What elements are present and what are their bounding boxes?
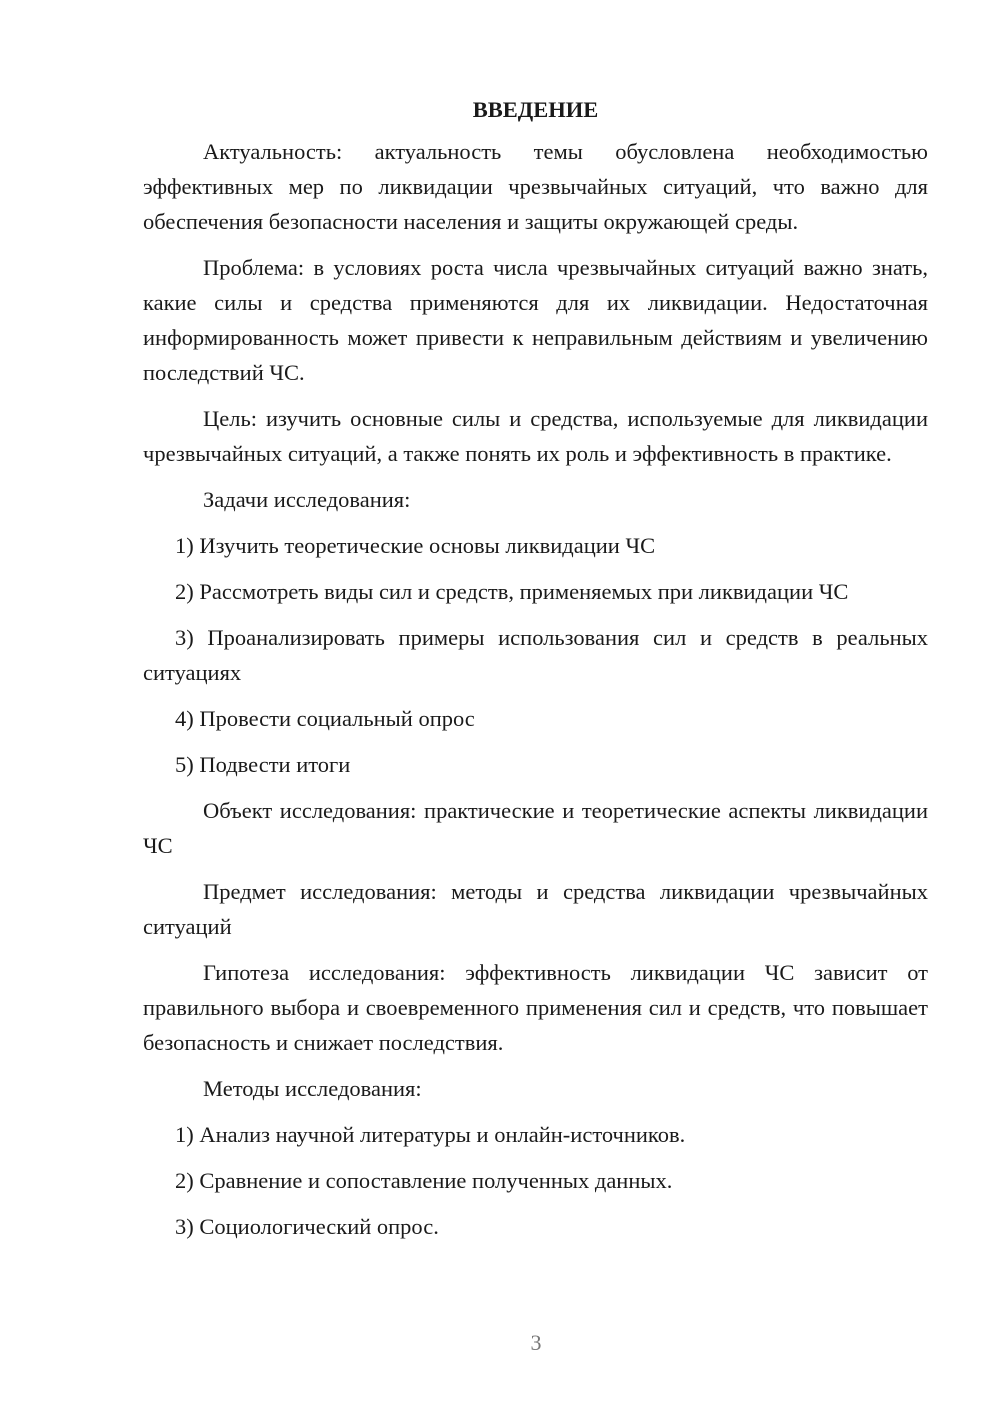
method-item: 1) Анализ научной литературы и онлайн-источников. bbox=[175, 1122, 686, 1147]
page-title: ВВЕДЕНИЕ bbox=[472, 97, 599, 122]
task-item: 5) Подвести итоги bbox=[175, 752, 351, 777]
task-item: 1) Изучить теоретические основы ликвидации ЧС bbox=[175, 533, 656, 558]
task-item: 3) Проанализировать примеры использования сил и средств в реальных ситуациях bbox=[143, 625, 928, 685]
relevance-paragraph: Актуальность: актуальность темы обусловлена необходимостью эффективных мер по ликвидации чрезвычайных ситуаций, что важно для обеспечения безопасности населения и защиты окружающей среды. bbox=[143, 139, 928, 234]
task-item: 4) Провести социальный опрос bbox=[175, 706, 475, 731]
task-item: 2) Рассмотреть виды сил и средств, применяемых при ликвидации ЧС bbox=[175, 579, 849, 604]
page-content bbox=[143, 92, 928, 1255]
problem-paragraph: Проблема: в условиях роста числа чрезвычайных ситуаций важно знать, какие силы и средства применяются для их ликвидации. Недостаточная информированность может привести к неправильным действиям и увеличению последствий ЧС. bbox=[143, 255, 928, 385]
hypothesis-paragraph: Гипотеза исследования: эффективность ликвидации ЧС зависит от правильного выбора и своевременного применения сил и средств, что повышает безопасность и снижает последствия. bbox=[143, 960, 928, 1055]
object-paragraph: Объект исследования: практические и теоретические аспекты ликвидации ЧС bbox=[143, 798, 928, 858]
method-item: 3) Социологический опрос. bbox=[175, 1214, 439, 1239]
subject-paragraph: Предмет исследования: методы и средства ликвидации чрезвычайных ситуаций bbox=[143, 879, 928, 939]
page-number: 3 bbox=[530, 1330, 542, 1355]
method-item: 2) Сравнение и сопоставление полученных данных. bbox=[175, 1168, 673, 1193]
methods-heading: Методы исследования: bbox=[203, 1076, 422, 1101]
tasks-heading: Задачи исследования: bbox=[203, 487, 411, 512]
goal-paragraph: Цель: изучить основные силы и средства, используемые для ликвидации чрезвычайных ситуаций, а также понять их роль и эффективность в практике. bbox=[143, 406, 928, 466]
